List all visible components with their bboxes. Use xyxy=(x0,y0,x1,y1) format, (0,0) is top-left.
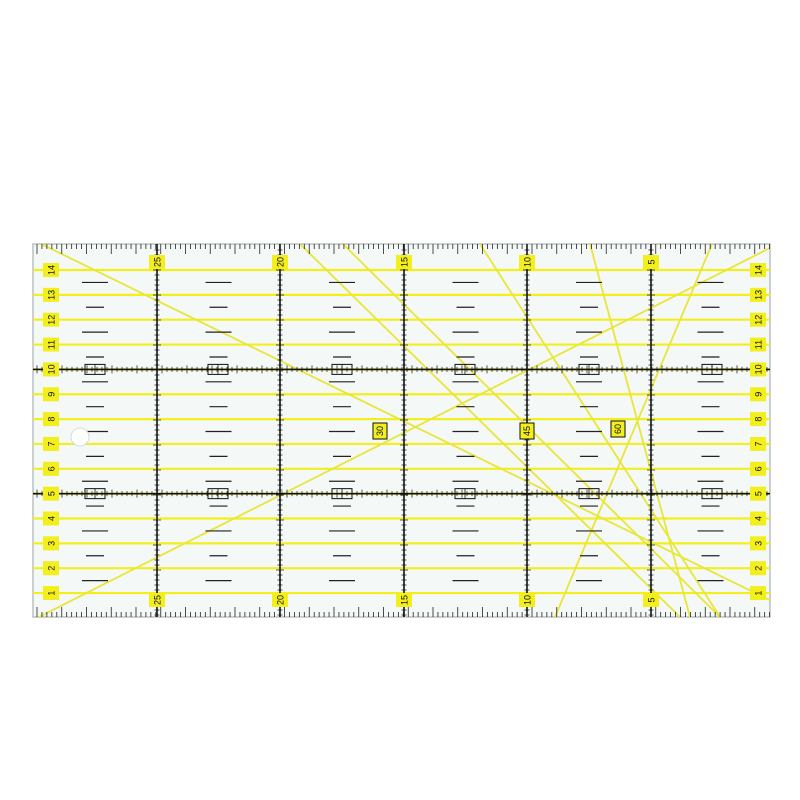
row-label-right-text: 11 xyxy=(753,339,764,350)
row-label-right xyxy=(750,437,766,451)
row-label-left-text: 12 xyxy=(46,314,57,325)
row-label-left xyxy=(43,536,59,550)
column-label-bottom xyxy=(272,593,288,607)
row-label-right-text: 14 xyxy=(753,264,764,276)
row-label-right-text: 1 xyxy=(753,590,764,596)
column-label-top-text: 20 xyxy=(275,256,286,268)
row-label-right xyxy=(750,338,766,352)
row-label-left-text: 10 xyxy=(46,364,57,375)
column-label-bottom xyxy=(149,593,165,607)
row-label-left xyxy=(43,387,59,401)
row-label-right xyxy=(750,288,766,302)
row-label-left xyxy=(43,512,59,526)
angle-label-text: 45 xyxy=(522,425,532,437)
row-label-left-text: 11 xyxy=(46,339,57,350)
column-label-bottom-text: 25 xyxy=(152,594,163,606)
row-label-right xyxy=(750,263,766,277)
row-label-left-text: 14 xyxy=(46,264,57,276)
row-label-left xyxy=(43,487,59,501)
column-label-bottom-text: 5 xyxy=(646,597,657,603)
row-label-left xyxy=(43,362,59,376)
row-label-right-text: 8 xyxy=(753,416,764,422)
row-label-left-text: 4 xyxy=(46,515,57,522)
row-label-left-text: 8 xyxy=(46,416,57,422)
row-label-right xyxy=(750,487,766,501)
column-label-top xyxy=(149,255,165,269)
row-label-left-text: 9 xyxy=(46,391,57,397)
column-label-bottom-text: 15 xyxy=(399,594,410,606)
angle-label-60 xyxy=(611,421,625,437)
column-label-top xyxy=(519,255,535,269)
row-label-left-text: 1 xyxy=(46,590,57,596)
angle-label-text: 60 xyxy=(613,423,623,435)
row-label-right xyxy=(750,362,766,376)
row-label-right xyxy=(750,412,766,426)
row-label-right xyxy=(750,512,766,526)
angle-label-text: 30 xyxy=(375,425,385,437)
row-label-left xyxy=(43,437,59,451)
column-label-top-text: 10 xyxy=(522,256,533,268)
row-label-right-text: 5 xyxy=(753,491,764,497)
row-label-left xyxy=(43,462,59,476)
row-label-right-text: 6 xyxy=(753,466,764,472)
row-label-right xyxy=(750,313,766,327)
row-label-right-text: 4 xyxy=(753,515,764,522)
column-label-top xyxy=(396,255,412,269)
row-label-right xyxy=(750,462,766,476)
column-label-top xyxy=(643,255,659,269)
row-label-right-text: 7 xyxy=(753,441,764,447)
row-label-right xyxy=(750,387,766,401)
row-label-left-text: 5 xyxy=(46,491,57,497)
column-label-top-text: 25 xyxy=(152,256,163,268)
row-label-left xyxy=(43,338,59,352)
row-label-right-text: 9 xyxy=(753,391,764,397)
column-label-bottom xyxy=(519,593,535,607)
row-label-right-text: 2 xyxy=(753,565,764,571)
row-label-left xyxy=(43,263,59,277)
row-label-left xyxy=(43,288,59,302)
row-label-left-text: 13 xyxy=(46,289,57,300)
row-label-left xyxy=(43,586,59,600)
row-label-left-text: 3 xyxy=(46,540,57,546)
angle-label-45 xyxy=(520,423,534,439)
column-label-top-text: 15 xyxy=(399,256,410,268)
column-label-top-text: 5 xyxy=(646,259,657,265)
column-label-bottom-text: 20 xyxy=(275,594,286,606)
row-label-left xyxy=(43,561,59,575)
row-label-right-text: 13 xyxy=(753,289,764,300)
row-label-left xyxy=(43,412,59,426)
row-label-right xyxy=(750,536,766,550)
row-label-left-text: 2 xyxy=(46,565,57,571)
column-label-bottom xyxy=(396,593,412,607)
row-label-right xyxy=(750,586,766,600)
row-label-right-text: 12 xyxy=(753,314,764,325)
column-label-top xyxy=(272,255,288,269)
row-label-left xyxy=(43,313,59,327)
row-label-right-text: 3 xyxy=(753,540,764,546)
row-label-right xyxy=(750,561,766,575)
row-label-left-text: 7 xyxy=(46,441,57,447)
column-label-bottom xyxy=(643,593,659,607)
row-label-left-text: 6 xyxy=(46,466,57,472)
row-label-right-text: 10 xyxy=(753,364,764,375)
hanging-hole xyxy=(71,428,89,446)
angle-label-30 xyxy=(373,423,387,439)
column-label-bottom-text: 10 xyxy=(522,594,533,606)
